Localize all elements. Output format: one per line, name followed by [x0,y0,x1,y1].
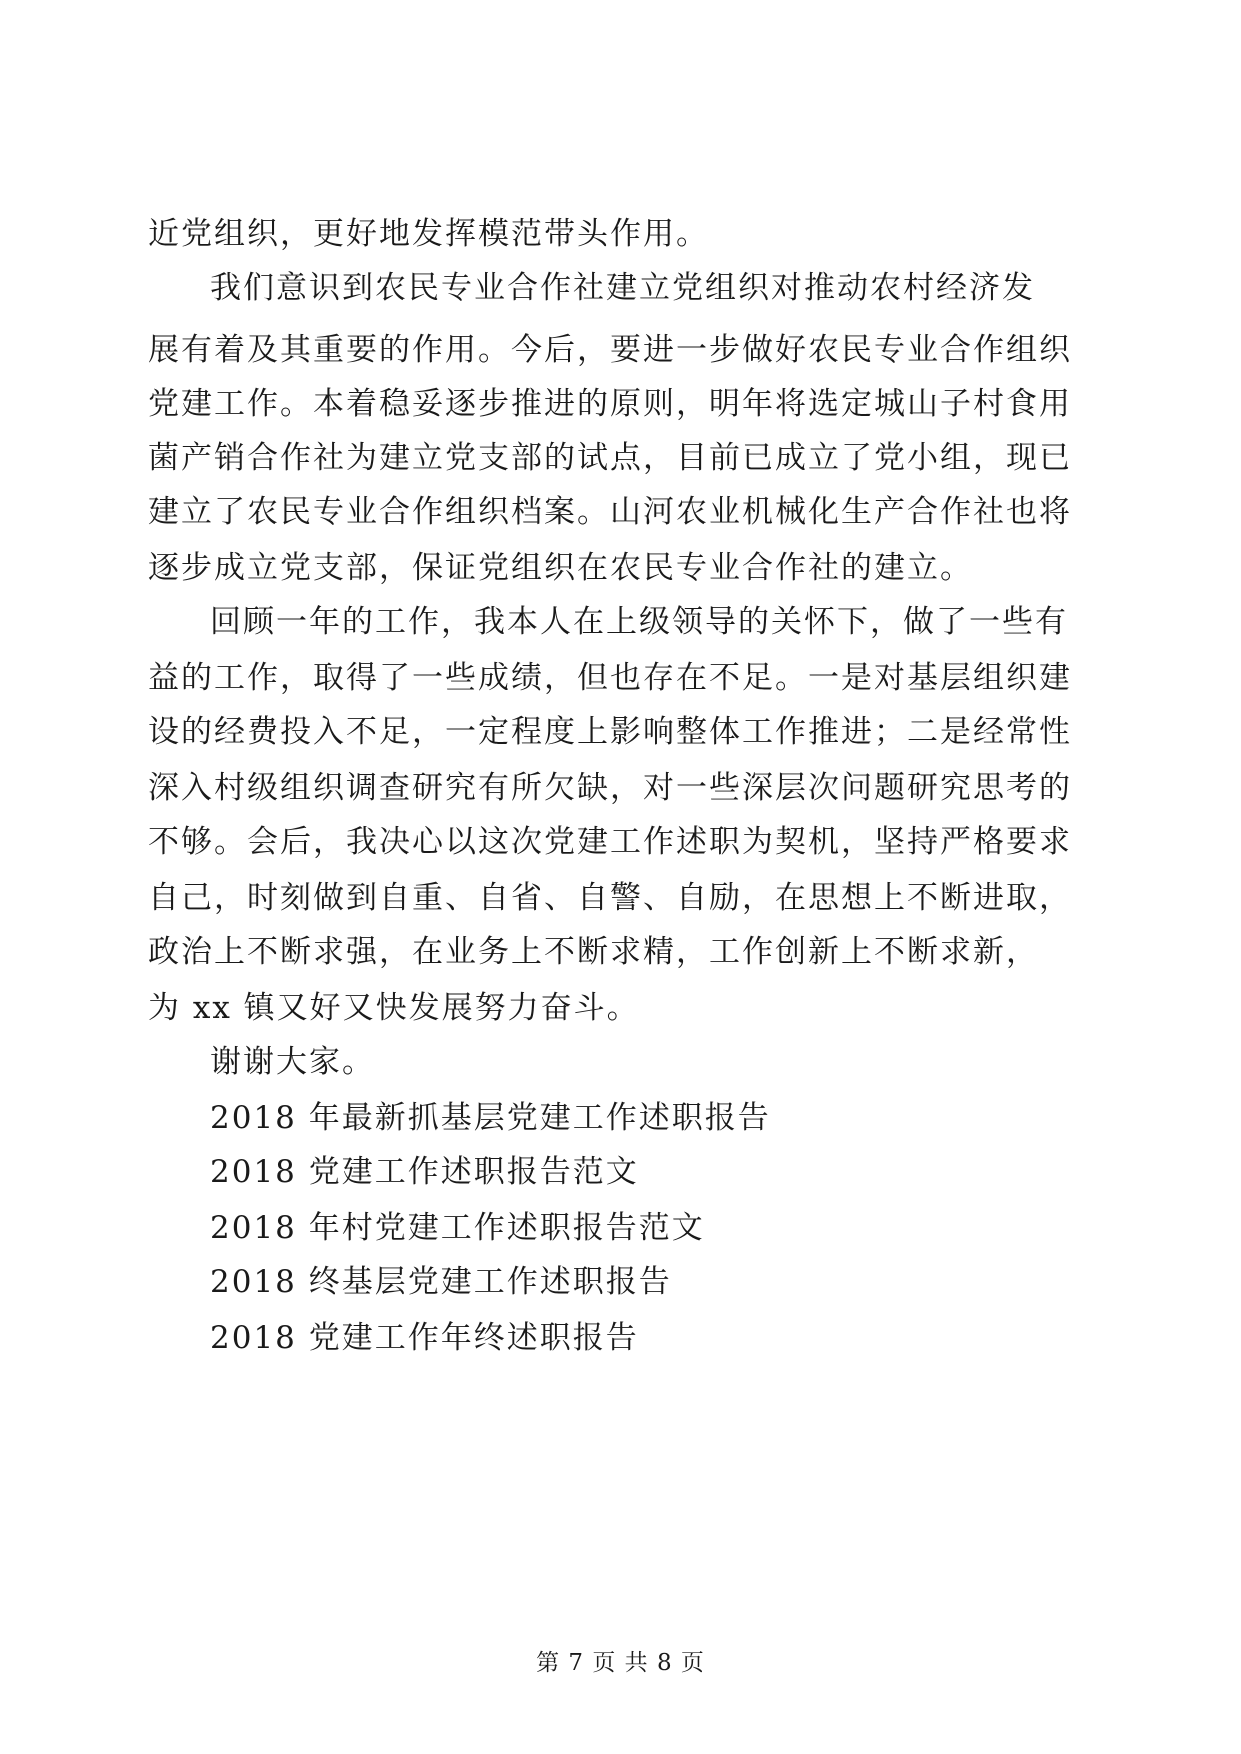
text-line: 自己，时刻做到自重、自省、自警、自励，在思想上不断进取， [148,880,1072,916]
related-article-link[interactable]: 2018 党建工作述职报告范文 [210,1154,639,1190]
text-line: 不够。会后，我决心以这次党建工作述职为契机，坚持严格要求 [148,824,1072,860]
text-line: 益的工作，取得了一些成绩，但也存在不足。一是对基层组织建 [148,660,1072,696]
text-line: 展有着及其重要的作用。今后，要进一步做好农民专业合作组织 [148,332,1072,368]
page-number: 第 7 页 共 8 页 [536,1650,705,1676]
text-line: 建立了农民专业合作组织档案。山河农业机械化生产合作社也将 [148,494,1072,530]
text-line: 深入村级组织调查研究有所欠缺，对一些深层次问题研究思考的 [148,770,1072,806]
text-line: 回顾一年的工作，我本人在上级领导的关怀下，做了一些有 [210,604,1068,640]
text-line: 为 xx 镇又好又快发展努力奋斗。 [148,990,640,1026]
text-line: 谢谢大家。 [210,1044,375,1080]
text-line: 逐步成立党支部，保证党组织在农民专业合作社的建立。 [148,550,973,586]
related-article-link[interactable]: 2018 终基层党建工作述职报告 [210,1264,672,1300]
text-line: 政治上不断求强，在业务上不断求精，工作创新上不断求新， [148,934,1039,970]
related-article-link[interactable]: 2018 年村党建工作述职报告范文 [210,1210,705,1246]
related-article-link[interactable]: 2018 年最新抓基层党建工作述职报告 [210,1100,771,1136]
text-line: 近党组织，更好地发挥模范带头作用。 [148,216,709,252]
text-line: 菌产销合作社为建立党支部的试点，目前已成立了党小组，现已 [148,440,1072,476]
text-line: 党建工作。本着稳妥逐步推进的原则，明年将选定城山子村食用 [148,386,1072,422]
related-article-link[interactable]: 2018 党建工作年终述职报告 [210,1320,639,1356]
text-line: 设的经费投入不足，一定程度上影响整体工作推进；二是经常性 [148,714,1072,750]
text-line: 我们意识到农民专业合作社建立党组织对推动农村经济发 [210,270,1035,306]
